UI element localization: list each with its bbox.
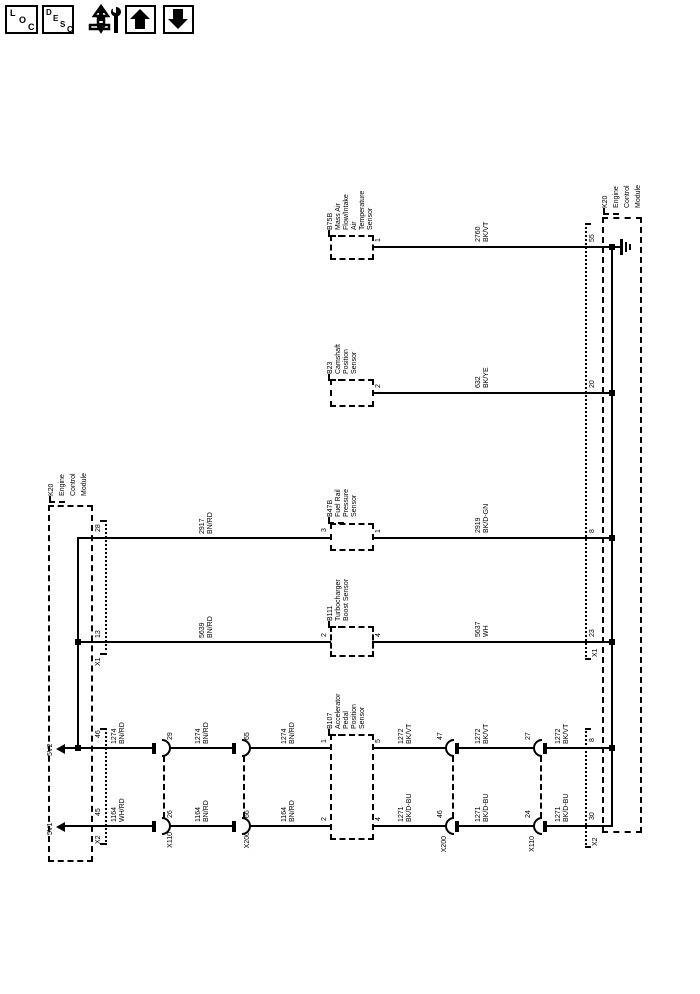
ecm-bottom-x2-label: X2 (592, 837, 599, 846)
wire-number: 1271 (398, 806, 405, 822)
sensor-name-line: Sensor (351, 351, 358, 374)
connector-end-tick (100, 653, 105, 655)
sensor-name-line: Boost Sensor (343, 578, 350, 621)
ecm-top-x2-label: X2 (95, 835, 102, 844)
5v1-label: 5V1 (47, 822, 54, 835)
sensor-b111-label (327, 579, 351, 621)
wire-number: 2917 (199, 518, 206, 534)
wire-color: BN/RD (289, 800, 296, 822)
ecm-bottom-x1-label: X1 (592, 648, 599, 657)
desc-button-letter: E (53, 14, 59, 23)
connector-pin-number: 46 (437, 810, 444, 818)
inline-connector-socket (160, 739, 172, 757)
sensor-name-line: Air (351, 221, 358, 230)
connector-end-tick (100, 520, 105, 522)
sensor-pin: 2 (321, 633, 328, 637)
wire-1274 (170, 747, 233, 749)
ecm-pin: 8 (589, 738, 596, 742)
ecm-bottom-connector-x2-line (585, 728, 587, 848)
sensor-pin: 5 (375, 739, 382, 743)
wire-1164 (250, 825, 331, 827)
inline-connector-socket (240, 739, 252, 757)
inline-connector-pin (232, 821, 236, 832)
sensor-name-line: Flow/Intake (343, 194, 350, 230)
ecm-pin: 20 (589, 380, 596, 388)
sensor-id: B75B (327, 212, 334, 230)
wire-number: 2919 (475, 517, 482, 533)
sensor-name-line: Pressure (343, 488, 350, 517)
wire-label-1274 (195, 722, 211, 744)
ecm-top-label-bracket (49, 496, 65, 503)
wire-color: WH/RD (119, 798, 126, 822)
wire-color: BK/D-BU (406, 793, 413, 822)
module-name-line: Engine (59, 474, 66, 496)
connector-pin-number: 29 (167, 732, 174, 740)
wire-number: 1274 (195, 728, 202, 744)
module-name-line: Module (635, 185, 642, 208)
wire-632 (372, 392, 613, 394)
wire-label-2917 (199, 512, 215, 534)
sensor-pin: 3 (321, 528, 328, 532)
inline-connector-pin (543, 821, 547, 832)
wire-5639 (77, 641, 331, 643)
5v2-label: 5V2 (47, 743, 54, 756)
x110-label: X110 (529, 836, 536, 852)
wire-1274 (250, 747, 331, 749)
sensor-id: B47B (327, 499, 334, 517)
sensor-b23-label (327, 344, 359, 374)
sensor-b75b-label (327, 191, 375, 230)
wire-1271 (459, 825, 534, 827)
sensor-label-bracket (328, 517, 344, 524)
connector-pin-number: 65 (244, 732, 251, 740)
sensor-b107-box (330, 734, 374, 840)
wire-2760 (372, 246, 613, 248)
ecm-pin: 23 (589, 629, 596, 637)
ground-icon (629, 244, 631, 250)
wire-color: BK/D-BU (483, 793, 490, 822)
wire-1274 (78, 747, 152, 749)
inline-connector-link (163, 756, 165, 818)
connector-pin-number: 66 (244, 810, 251, 818)
desc-button-letter: D (46, 8, 52, 17)
wire-number: 2760 (475, 226, 482, 242)
wire-number: 1272 (555, 728, 562, 744)
wire-number: 1164 (111, 806, 118, 822)
sensor-pin: 1 (375, 529, 382, 533)
ecm-pin: 8 (589, 529, 596, 533)
sensor-pin: 1 (375, 238, 382, 242)
wire-number: 1274 (111, 728, 118, 744)
x200-label: X200 (441, 836, 448, 853)
desc-button-letter: S (60, 20, 66, 29)
sensor-pin: 1 (321, 739, 328, 743)
ecm-top-box (48, 505, 93, 862)
wire-color: BN/RD (207, 616, 214, 638)
connector-end-tick (586, 658, 591, 660)
sensor-pin: 4 (375, 817, 382, 821)
sensor-name-line: Mass Air (335, 203, 342, 230)
junction-dot (609, 745, 615, 751)
wire-number: 1164 (195, 806, 202, 822)
ecm-bottom-label-bracket (603, 208, 619, 215)
junction-dot (609, 535, 615, 541)
ecm-pin: 30 (589, 812, 596, 820)
wire-color: BN/RD (203, 722, 210, 744)
wire-number: 5639 (199, 622, 206, 638)
wire-2917 (77, 537, 331, 539)
module-name-line: Engine (613, 186, 620, 208)
connector-end-tick (586, 223, 591, 225)
inline-connector-link (243, 756, 245, 818)
wire-label-2919 (475, 504, 491, 533)
wire-number: 1271 (555, 806, 562, 822)
wire-color: BK/VT (483, 221, 490, 242)
ground-icon (620, 239, 623, 255)
wire-color: BN/RD (207, 512, 214, 534)
ground-icon (625, 242, 627, 252)
wire-label-5637 (475, 621, 491, 637)
sensor-name-line: Sensor (367, 207, 374, 230)
module-name-line: Control (70, 473, 77, 496)
wire-1272 (459, 747, 534, 749)
sensor-label-bracket (328, 374, 344, 381)
module-name-line: Control (624, 185, 631, 208)
connector-pin-number: 24 (525, 810, 532, 818)
sensor-name-line: Turbocharger (335, 579, 342, 621)
wire-color: BK/VT (483, 723, 490, 744)
sensor-pin: 2 (321, 817, 328, 821)
wire-number: 1271 (475, 806, 482, 822)
wire-number: 1272 (398, 728, 405, 744)
ecm-pin: 28 (95, 524, 102, 532)
wire-5637 (372, 641, 613, 643)
connector-pin-number: 27 (525, 732, 532, 740)
sensor-id: B23 (327, 361, 334, 374)
wire-label-1164 (111, 798, 127, 822)
inline-connector-pin (152, 821, 156, 832)
sensor-b23-box (330, 379, 374, 407)
module-id: K20 (602, 195, 609, 208)
sensor-name-line: Position (343, 349, 350, 374)
ecm-pin: 46 (95, 730, 102, 738)
sensor-b75b-box (330, 235, 374, 260)
wire-1164 (64, 825, 152, 827)
inline-connector-pin (152, 743, 156, 754)
sensor-b47b-label (327, 489, 359, 517)
x200-label: X200 (244, 832, 251, 849)
sensor-name-line: Position (351, 704, 358, 729)
ecm-top-connector-x1-line (105, 520, 107, 655)
wire-label-632 (475, 367, 491, 388)
wire-number: 1164 (281, 806, 288, 822)
sensor-name-line: Fuel Rail (335, 489, 342, 517)
sensor-b47b-box (330, 523, 374, 551)
wire-label-2760 (475, 222, 491, 242)
wire-2919 (372, 537, 613, 539)
sensor-pin: 2 (375, 384, 382, 388)
ecm-pin: 55 (589, 234, 596, 242)
sensor-label-bracket (328, 729, 344, 736)
sensor-name-line: Camshaft (335, 344, 342, 374)
wire-label-1164 (195, 800, 211, 822)
connector-pin-number: 47 (437, 732, 444, 740)
wire-color: BK/D-BU (563, 793, 570, 822)
connector-end-tick (586, 728, 591, 730)
wire-color: BN/RD (119, 722, 126, 744)
inline-connector-pin (543, 743, 547, 754)
sensor-name-line: Sensor (351, 494, 358, 517)
junction-dot (609, 390, 615, 396)
wire-color: BK/VT (563, 723, 570, 744)
inline-connector-pin (232, 743, 236, 754)
5v1-arrow-icon (56, 822, 65, 832)
wire-label-1271 (398, 794, 414, 822)
ecm-bottom-label (600, 185, 644, 208)
inline-connector-link (540, 756, 542, 818)
inline-connector-pin (455, 821, 459, 832)
sensor-name-line: Accelerator (335, 693, 342, 729)
connector-end-tick (586, 846, 591, 848)
wire-color: BK/D-GN (483, 503, 490, 533)
ecm-pin: 45 (95, 808, 102, 816)
wire-number: 1274 (281, 728, 288, 744)
sensor-id: B111 (327, 605, 334, 621)
ecm-top-connector-x2-line (105, 728, 107, 845)
desc-button-letter: C (67, 25, 73, 34)
sensor-pin: 4 (375, 633, 382, 637)
wire-1272 (372, 747, 446, 749)
loc-button-letter: L (10, 8, 16, 18)
wire-1271 (372, 825, 446, 827)
x110-label: X110 (167, 832, 174, 848)
wire-label-1274 (111, 722, 127, 744)
wire-label-1164 (281, 800, 297, 822)
loc-button-letter: C (28, 22, 35, 32)
wire-color: BK/VT (406, 723, 413, 744)
wire-label-1272 (555, 724, 571, 744)
sensor-name-line: Pedal (343, 711, 350, 729)
wire-label-1272 (398, 724, 414, 744)
loc-button-letter: O (19, 15, 27, 25)
sensor-label-bracket (328, 230, 344, 237)
sensor-id: B107 (327, 712, 334, 729)
sensor-b107-label (327, 694, 367, 729)
sensor-label-bracket (328, 621, 344, 628)
wire-label-1271 (555, 794, 571, 822)
junction-dot (609, 639, 615, 645)
ecm-top-x1-label: X1 (95, 657, 102, 666)
sensor-b111-box (330, 626, 374, 657)
wire-color: BK/YE (483, 367, 490, 388)
inline-connector-pin (455, 743, 459, 754)
ecm-bottom-connector-x1-line (585, 223, 587, 660)
ecm-top-label (46, 473, 90, 496)
wire-1164 (170, 825, 233, 827)
module-name-line: Module (81, 473, 88, 496)
ecm-pin: 13 (95, 630, 102, 638)
wire-label-1271 (475, 794, 491, 822)
wire-number: 1272 (475, 728, 482, 744)
sensor-name-line: Temperature (359, 190, 366, 230)
wire-1274 (64, 747, 78, 749)
wire-color: BN/RD (203, 800, 210, 822)
sensor-name-line: Sensor (359, 706, 366, 729)
wire-number: 632 (475, 376, 482, 388)
wire-label-5639 (199, 616, 215, 638)
module-id: K20 (48, 483, 55, 496)
ecm-bottom-box (602, 217, 642, 833)
wire-color: BN/RD (289, 722, 296, 744)
wire-label-1272 (475, 724, 491, 744)
wire-number: 5637 (475, 621, 482, 637)
inline-connector-link (452, 756, 454, 818)
connector-pin-number: 26 (167, 810, 174, 818)
5v2-arrow-icon (56, 744, 65, 754)
wire-label-1274 (281, 722, 297, 744)
wire-color: WH (483, 625, 490, 637)
